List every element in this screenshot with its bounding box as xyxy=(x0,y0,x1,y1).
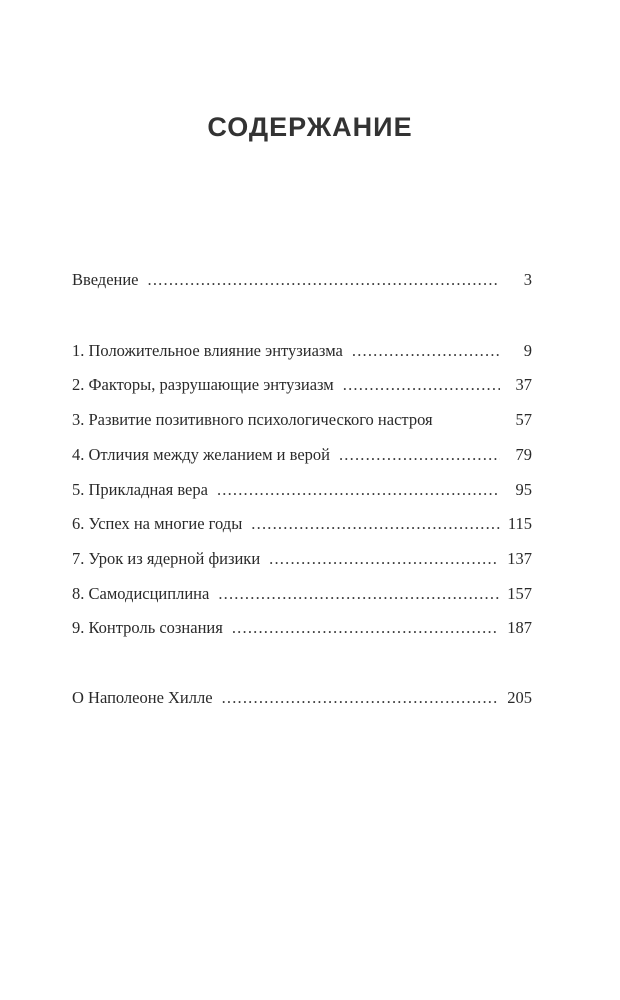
toc-page-number: 205 xyxy=(507,688,532,707)
toc-entry-label: 5. Прикладная вера xyxy=(72,480,208,499)
toc-page-number: 137 xyxy=(507,549,532,568)
toc-entry-chapter-1 xyxy=(72,339,532,363)
toc-entry-label: 6. Успех на многие годы xyxy=(72,514,243,533)
dot-leader xyxy=(232,616,499,640)
toc-page-number: 3 xyxy=(523,270,532,289)
toc-page-number: 95 xyxy=(515,480,532,499)
toc-entry-label: 9. Контроль сознания xyxy=(72,618,223,637)
toc-entry-chapter-8 xyxy=(72,582,532,606)
toc-page-number: 9 xyxy=(523,341,532,360)
toc-entry-label: 3. Развитие позитивного психологического настроя xyxy=(72,410,433,429)
toc-entry-label: 7. Урок из ядерной физики xyxy=(72,549,261,568)
toc-entry-intro xyxy=(72,268,532,292)
toc-page-number: 115 xyxy=(507,514,532,533)
toc-entry-label: О Наполеоне Хилле xyxy=(72,688,213,707)
toc-page-number: 37 xyxy=(515,375,532,394)
toc-entry-chapter-2 xyxy=(72,373,532,397)
dot-leader xyxy=(251,512,500,536)
dot-leader xyxy=(352,339,500,363)
dot-leader xyxy=(339,443,500,467)
toc-entry-chapter-4 xyxy=(72,443,532,467)
dot-leader xyxy=(222,686,500,710)
toc-entry-label: Введение xyxy=(72,270,139,289)
toc-page-number: 187 xyxy=(507,618,532,637)
toc-entry-about xyxy=(72,686,532,710)
toc-entry-chapter-9 xyxy=(72,616,532,640)
toc-page-number: 157 xyxy=(507,584,532,603)
dot-leader xyxy=(217,478,500,502)
dot-leader xyxy=(218,582,499,606)
dot-leader xyxy=(343,373,500,397)
toc-entry-chapter-6 xyxy=(72,512,532,536)
toc-entry-chapter-7 xyxy=(72,547,532,571)
dot-leader xyxy=(148,268,500,292)
toc-entry-label: 4. Отличия между желанием и верой xyxy=(72,445,330,464)
toc-entry-label: 2. Факторы, разрушающие энтузиазм xyxy=(72,375,334,394)
toc-entry-chapter-3 xyxy=(72,408,532,432)
toc-page-number: 57 xyxy=(515,410,532,429)
toc-entry-label: 8. Самодисциплина xyxy=(72,584,210,603)
toc-entry-chapter-5 xyxy=(72,478,532,502)
dot-leader xyxy=(269,547,499,571)
page-title: СОДЕРЖАНИЕ xyxy=(207,112,413,142)
toc-page-number: 79 xyxy=(515,445,532,464)
toc-entry-label: 1. Положительное влияние энтузиазма xyxy=(72,341,343,360)
